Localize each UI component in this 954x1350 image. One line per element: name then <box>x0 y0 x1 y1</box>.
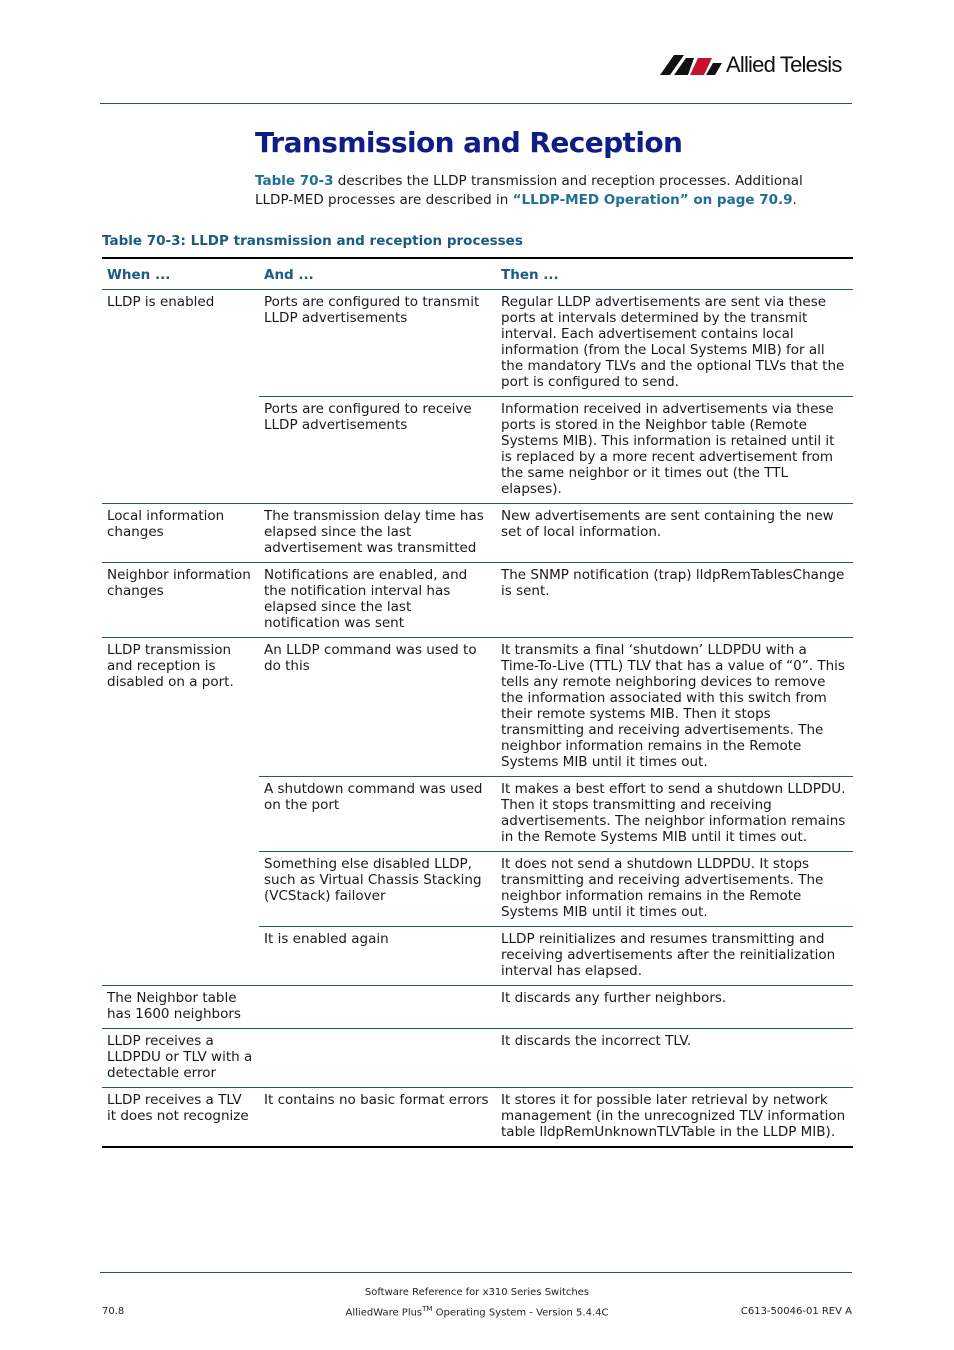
cell-and <box>259 1029 496 1088</box>
table-header-row <box>102 258 853 290</box>
cell-then: LLDP reinitializes and resumes transmitting and receiving advertisements after the reinitialization interval has elapsed. <box>496 927 853 986</box>
cell-then: It stores it for possible later retrieval by network management (in the unrecognized TLV information table lldpRemUnknownTLVTable in the LLDP MIB). <box>496 1088 853 1148</box>
cell-when: Neighbor information changes <box>102 563 259 638</box>
table-row <box>102 504 853 563</box>
cell-when: LLDP is enabled <box>107 294 215 310</box>
cell-and: Ports are configured to receive LLDP advertisements <box>259 397 496 504</box>
cell-and: It is enabled again <box>259 927 496 986</box>
table-row <box>102 1088 853 1148</box>
cell-when <box>102 397 259 504</box>
cell-then: New advertisements are sent containing the new set of local information. <box>496 504 853 563</box>
trademark-sup: TM <box>422 1305 433 1313</box>
cell-when: Local information changes <box>102 504 259 563</box>
page-number: 70.8 <box>102 1306 125 1317</box>
logo-mark-icon <box>660 55 722 75</box>
cell-then: It discards the incorrect TLV. <box>496 1029 853 1088</box>
cell-then: Regular LLDP advertisements are sent via these ports at intervals determined by the transmit interval. Each advertisement contains local information (from the Local Systems MIB) for all the mandatory TLVs and the optional TLVs that the port is configured to send. <box>496 290 853 397</box>
cell-and: A shutdown command was used on the port <box>259 777 496 852</box>
lldp-process-table <box>102 257 853 1148</box>
table-row <box>102 638 853 777</box>
cell-when: LLDP receives a TLV it does not recognize <box>102 1088 259 1148</box>
cell-when: LLDP transmission and reception is disabled on a port. <box>107 642 234 690</box>
cell-and <box>259 986 496 1029</box>
cell-and: Something else disabled LLDP, such as Virtual Chassis Stacking (VCStack) failover <box>259 852 496 927</box>
logo-text: Allied Telesis <box>726 52 842 77</box>
footer-title: Software Reference for x310 Series Switches <box>364 1287 590 1298</box>
cell-then: It discards any further neighbors. <box>496 986 853 1029</box>
cell-when: The Neighbor table has 1600 neighbors <box>102 986 259 1029</box>
cell-then: It makes a best effort to send a shutdown LLDPDU. Then it stops transmitting and receiving advertisements. The neighbor information remains in the Remote Systems MIB until it times out. <box>496 777 853 852</box>
cell-and: An LLDP command was used to do this <box>259 638 496 777</box>
cell-when <box>102 777 259 852</box>
header-rule <box>100 103 852 104</box>
header-then: Then ... <box>496 258 853 290</box>
footer-rule <box>100 1272 852 1273</box>
table-link[interactable]: Table 70-3 <box>255 173 334 189</box>
cell-then: It transmits a final ‘shutdown’ LLDPDU with a Time-To-Live (TTL) TLV that has a value of “0”. This tells any remote neighboring devices to remove the information associated with this switch from their remote systems MIB. Then it stops transmitting and receiving advertisements. The neighbor information remains in the Remote Systems MIB until it times out. <box>496 638 853 777</box>
table-row <box>102 777 853 852</box>
cell-when <box>102 852 259 927</box>
footer-product: AlliedWare Plus <box>345 1307 423 1319</box>
table-caption: Table 70-3: LLDP transmission and reception processes <box>102 233 523 249</box>
footer-os-version: Operating System - Version 5.4.4C <box>432 1307 609 1319</box>
table-row <box>102 927 853 986</box>
cell-and: It contains no basic format errors <box>259 1088 496 1148</box>
cell-when <box>102 927 259 986</box>
intro-paragraph <box>255 172 845 210</box>
table-row <box>102 852 853 927</box>
cell-and: The transmission delay time has elapsed since the last advertisement was transmitted <box>259 504 496 563</box>
cell-and: Ports are configured to transmit LLDP advertisements <box>259 290 496 397</box>
cell-when: LLDP receives a LLDPDU or TLV with a detectable error <box>102 1029 259 1088</box>
allied-telesis-logo <box>660 50 854 80</box>
header-when: When ... <box>102 258 259 290</box>
table-row <box>102 397 853 504</box>
cell-then: The SNMP notification (trap) lldpRemTablesChange is sent. <box>496 563 853 638</box>
header-and: And ... <box>259 258 496 290</box>
intro-text-1: describes the LLDP transmission and reception processes. Additional LLDP-MED processes are described in <box>255 173 803 208</box>
intro-text-2: . <box>792 192 797 208</box>
cell-and: Notifications are enabled, and the notification interval has elapsed since the last notification was sent <box>259 563 496 638</box>
lldp-med-link[interactable]: “LLDP-MED Operation” on page 70.9 <box>512 192 793 208</box>
document-id: C613-50046-01 REV A <box>740 1306 852 1317</box>
table-row <box>102 290 853 397</box>
page-title: Transmission and Reception <box>255 126 683 159</box>
table-row <box>102 1029 853 1088</box>
table-row <box>102 986 853 1029</box>
cell-then: Information received in advertisements via these ports is stored in the Neighbor table (Remote Systems MIB). This information is retained until it is replaced by a more recent advertisement from the same neighbor or it times out (the TTL elapses). <box>496 397 853 504</box>
cell-then: It does not send a shutdown LLDPDU. It stops transmitting and receiving advertisements. The neighbor information remains in the Remote Systems MIB until it times out. <box>496 852 853 927</box>
table-row <box>102 563 853 638</box>
